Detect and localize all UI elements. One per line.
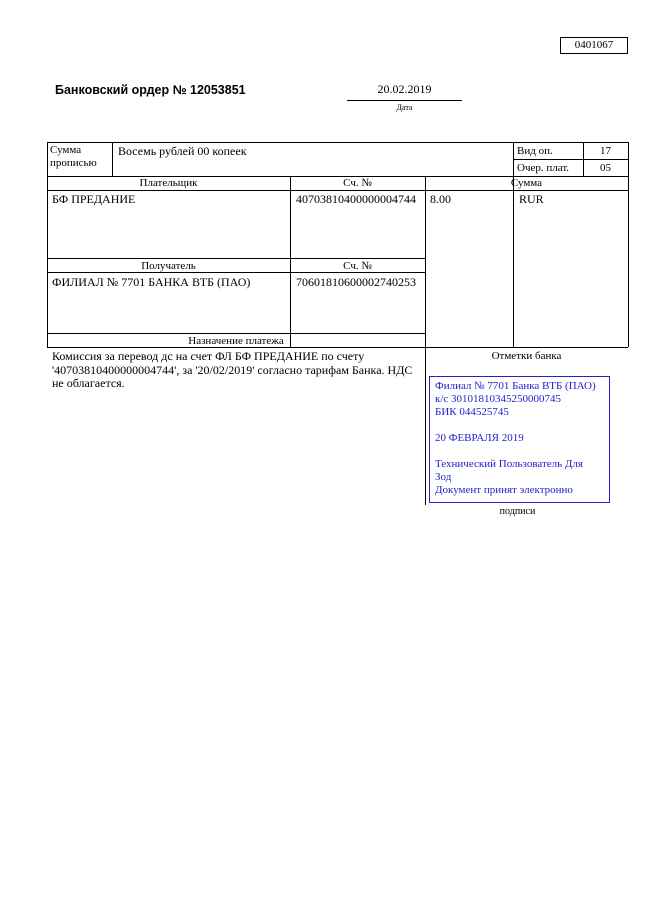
bank-marks-header: Отметки банка	[491, 350, 562, 362]
stamp-line	[435, 419, 604, 432]
amount-currency-column-divider	[513, 142, 514, 347]
payee-header: Получатель	[141, 260, 196, 272]
form-code: 0401067	[574, 39, 614, 51]
payer-name: БФ ПРЕДАНИЕ	[52, 192, 136, 206]
table-right-border	[628, 142, 629, 347]
payee-header-row-divider	[47, 272, 425, 273]
purpose-text: Комиссия за перевод дс на счет ФЛ БФ ПРЕДАНИЕ по счету '40703810400000004744', за '20/02/2019' согласно тарифам Банка. НДС не облагается.	[52, 349, 413, 390]
form-code-box	[560, 37, 628, 54]
stamp-line: 20 ФЕВРАЛЯ 2019	[435, 432, 524, 444]
document-title: Банковский ордер № 12053851	[55, 83, 246, 97]
currency-code: RUR	[519, 192, 544, 206]
stamp-line	[435, 445, 604, 458]
payee-account-header: Сч. №	[343, 260, 372, 272]
priority-value: 05	[600, 162, 611, 174]
signatures-label: подписи	[499, 506, 536, 517]
payer-header: Плательщик	[139, 177, 198, 189]
amount-in-words: Восемь рублей 00 копеек	[118, 144, 247, 158]
op-type-label: Вид оп.	[517, 145, 553, 157]
purpose-header-row-divider	[47, 347, 628, 348]
amount-words-label	[50, 144, 112, 170]
amount-header: Сумма	[510, 177, 543, 189]
payee-row-divider	[47, 333, 425, 334]
op-type-value: 17	[600, 145, 611, 157]
stamp-line: к/с 30101810345250000745	[435, 393, 562, 405]
payer-row-divider	[47, 258, 425, 259]
payer-account-header: Сч. №	[343, 177, 372, 189]
amount-words-label-line1: Сумма	[50, 144, 82, 156]
payee-name: ФИЛИАЛ № 7701 БАНКА ВТБ (ПАО)	[52, 275, 251, 289]
date-block	[347, 82, 462, 112]
op-type-row-divider	[513, 159, 628, 160]
payee-account: 70601810600002740253	[296, 275, 416, 289]
stamp-line: Технический Пользователь Для	[435, 458, 583, 470]
amount-words-label-line2: прописью	[50, 157, 97, 169]
account-amount-column-divider	[425, 176, 426, 505]
priority-label: Очер. плат.	[517, 162, 570, 174]
date-label: Дата	[396, 103, 413, 112]
amount-words-label-divider	[112, 142, 113, 176]
table-top-border	[47, 142, 628, 143]
payer-account: 40703810400000004744	[296, 192, 416, 206]
stamp-line: БИК 044525745	[435, 406, 509, 418]
stamp-line: Документ принят электронно	[435, 484, 573, 496]
purpose-header: Назначение платежа	[188, 335, 284, 347]
stamp-line: Зод	[435, 471, 452, 483]
amount-value: 8.00	[430, 192, 451, 206]
payer-header-row-divider	[47, 190, 628, 191]
table-left-border	[47, 142, 48, 347]
bank-stamp	[429, 376, 610, 503]
date-value: 20.02.2019	[347, 82, 462, 101]
stamp-line: Филиал № 7701 Банка ВТБ (ПАО)	[435, 380, 596, 392]
